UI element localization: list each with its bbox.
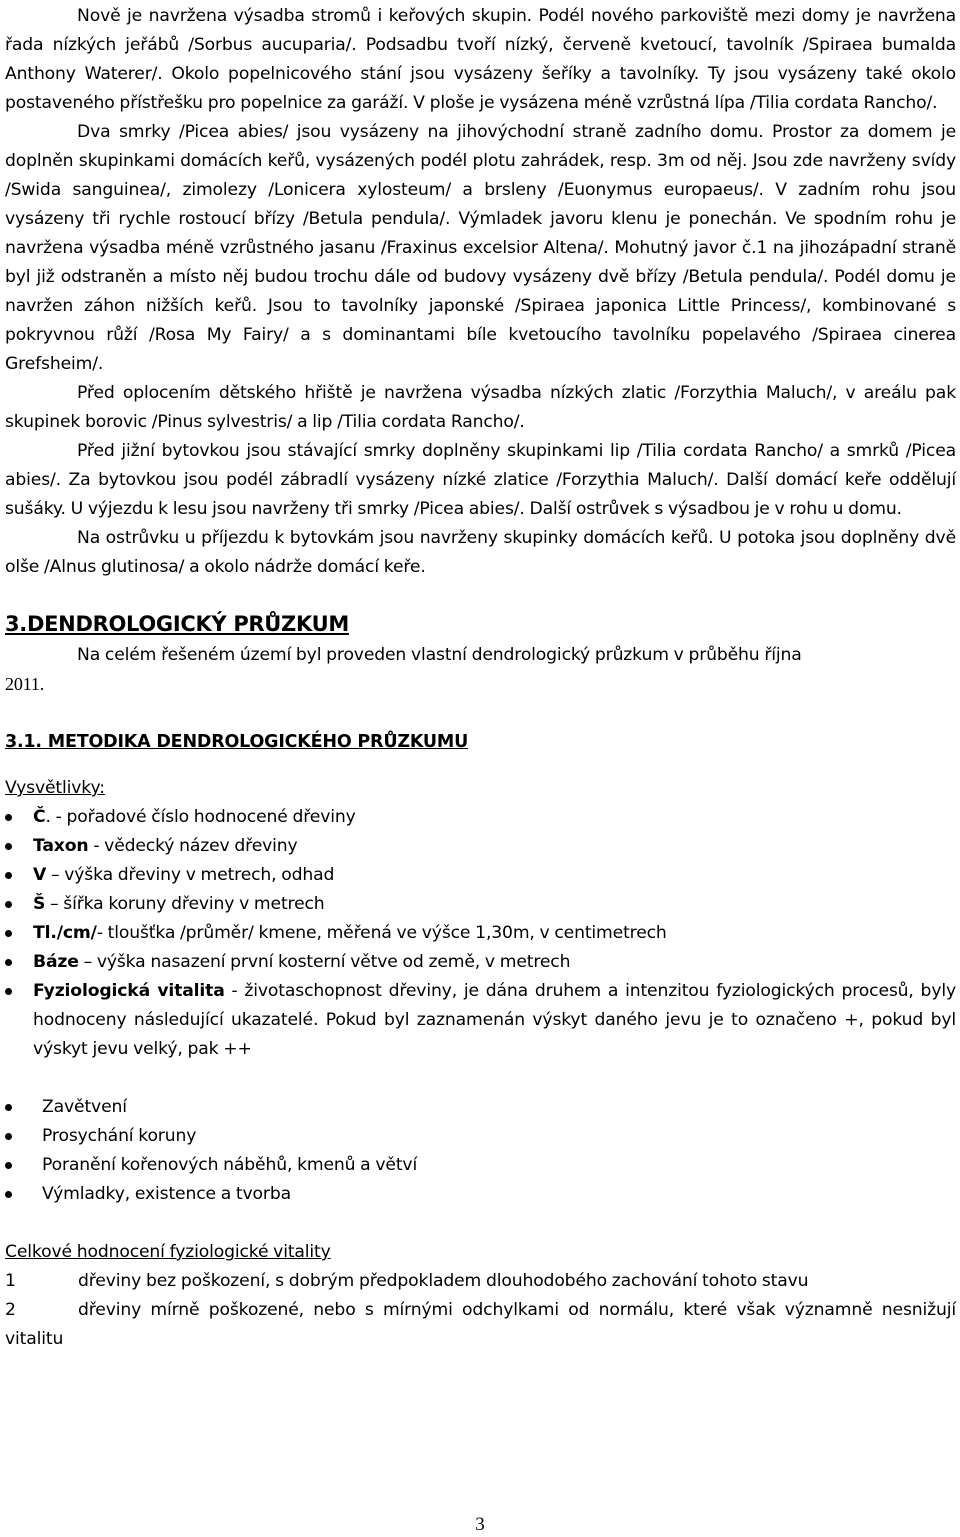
survey-text: Na celém řešeném území byl proveden vlastní dendrologický průzkum v průběhu října [77,645,802,665]
document-page [5,0,956,1354]
page-number: 3 [475,1514,485,1535]
vitality-number: 1 [5,1271,16,1291]
legend-term: Taxon [33,836,89,856]
legend-item [5,977,956,1064]
legend-description: - vědecký název dřeviny [88,836,298,856]
paragraph-island: Na ostrůvku u příjezdu k bytovkám jsou navrženy skupinky domácích keřů. U potoka jsou doplněny dvě olše /Alnus glutinosa/ a okolo nádrže domácí keře. [5,528,956,577]
bullet-icon [5,1191,12,1198]
section-heading-dendrological-survey: 3.DENDROLOGICKÝ PRŮZKUM [5,612,349,636]
legend-item [5,861,956,890]
bullet-icon [5,814,12,821]
vitality-text: dřeviny bez poškození, s dobrým předpokladem dlouhodobého zachování tohoto stavu [78,1271,809,1291]
legend-term: Fyziologická vitalita [33,981,225,1001]
legend-term: Tl./cm/ [33,923,97,943]
section-heading-methodology: 3.1. METODIKA DENDROLOGICKÉHO PRŮZKUMU [5,732,469,752]
legend-item [5,948,956,977]
bullet-icon [5,1162,12,1169]
legend-term: V [33,865,47,885]
legend-description: - životaschopnost dřeviny, je dána druhem a intenzitou fyziologických procesů, byly hodnoceny následující ukazatelé. Pokud byl zaznamenán výskyt daného jevu je to označeno +, pokud byl výskyt jevu velký, pak ++ [33,981,956,1059]
legend-item [5,919,956,948]
legend-item [5,890,956,919]
indicator-label: Prosychání koruny [42,1126,197,1146]
indicator-item [5,1180,956,1209]
paragraph-playground: Před oplocením dětského hřiště je navržena výsadba nízkých zlatic /Forzythia Maluch/, v areálu pak skupinek borovic /Pinus sylvestris/ a lip /Tilia cordata Rancho/. [5,383,956,432]
legend-description: – výška dřeviny v metrech, odhad [46,865,335,885]
paragraph-survey-text [5,641,956,700]
indicator-list [5,1093,956,1209]
legend-term: Š [33,894,46,914]
indicator-label: Zavětvení [42,1097,127,1117]
bullet-icon [5,930,12,937]
bullet-icon [5,1104,12,1111]
bullet-icon [5,872,12,879]
paragraph-new-planting: Nově je navržena výsadba stromů i keřových skupin. Podél nového parkoviště mezi domy je navržena řada nízkých jeřábů /Sorbus aucuparia/. Podsadbu tvoří nízký, červeně kvetoucí, tavolník /Spiraea bumalda Anthony Waterer/. Okolo popelnicového stání jsou vysázeny šeříky a tavolníky. Ty jsou vysázeny také okolo postaveného přístřešku pro popelnice za garáží. V ploše je vysázena méně vzrůstná lípa /Tilia cordata Rancho/. [5,6,956,113]
survey-year: 2011. [5,674,45,694]
legend-description: – šířka koruny dřeviny v metrech [45,894,325,914]
paragraph-spruces: Dva smrky /Picea abies/ jsou vysázeny na jihovýchodní straně zadního domu. Prostor za domem je doplněn skupinkami domácích keřů, vysázených podél plotu zahrádek, resp. 3m od něj. Jsou zde navrženy svídy /Swida sanguinea/, zimolezy /Lonicera xylosteum/ a brsleny /Euonymus europaeus/. V zadním rohu jsou vysázeny tři rychle rostoucí břízy /Betula pendula/. Výmladek javoru klenu je ponechán. Ve spodním rohu je navržena výsadba méně vzrůstného jasanu /Fraxinus excelsior Altena/. Mohutný javor č.1 na jihozápadní straně byl již odstraněn a místo něj budou trochu dále od budovy vysázeny dvě břízy /Betula pendula/. Podél domu je navržen záhon nižších keřů. Jsou to tavolníky japonské /Spiraea japonica Little Princess/, kombinované s pokryvnou růží /Rosa My Fairy/ a s dominantami bíle kvetoucího tavolníku popelavého /Spiraea cinerea Grefsheim/. [5,122,956,374]
indicator-item [5,1093,956,1122]
vitality-row [5,1267,956,1296]
legend-item [5,803,956,832]
legend-description: – výška nasazení první kosterní větve od země, v metrech [78,952,571,972]
bullet-icon [5,1133,12,1140]
indicator-item [5,1122,956,1151]
legend-term: Č [33,807,46,827]
vitality-title: Celkové hodnocení fyziologické vitality [5,1242,331,1262]
indicator-item [5,1151,956,1180]
legend-term: Báze [33,952,79,972]
paragraph-south-building: Před jižní bytovkou jsou stávající smrky doplněny skupinkami lip /Tilia cordata Rancho/ a smrků /Picea abies/. Za bytovkou jsou podél zábradlí vysázeny nízké zlatice /Forzythia Maluch/. Další domácí keře oddělují sušáky. U výjezdu k lesu jsou navrženy tři smrky /Picea abies/. Další ostrůvek s výsadbou je v rohu u domu. [5,441,956,519]
legend-list [5,803,956,1064]
bullet-icon [5,988,12,995]
vitality-row [5,1296,956,1354]
bullet-icon [5,901,12,908]
indicator-label: Poranění kořenových náběhů, kmenů a větví [42,1155,418,1175]
indicator-label: Výmladky, existence a tvorba [42,1184,291,1204]
legend-title: Vysvětlivky: [5,778,105,798]
bullet-icon [5,843,12,850]
vitality-text: dřeviny mírně poškozené, nebo s mírnými odchylkami od normálu, které však významně nesnižují vitalitu [5,1300,956,1349]
legend-description: . - pořadové číslo hodnocené dřeviny [45,807,356,827]
bullet-icon [5,959,12,966]
legend-item [5,832,956,861]
vitality-number: 2 [5,1300,16,1320]
legend-description: - tloušťka /průměr/ kmene, měřená ve výšce 1,30m, v centimetrech [96,923,667,943]
